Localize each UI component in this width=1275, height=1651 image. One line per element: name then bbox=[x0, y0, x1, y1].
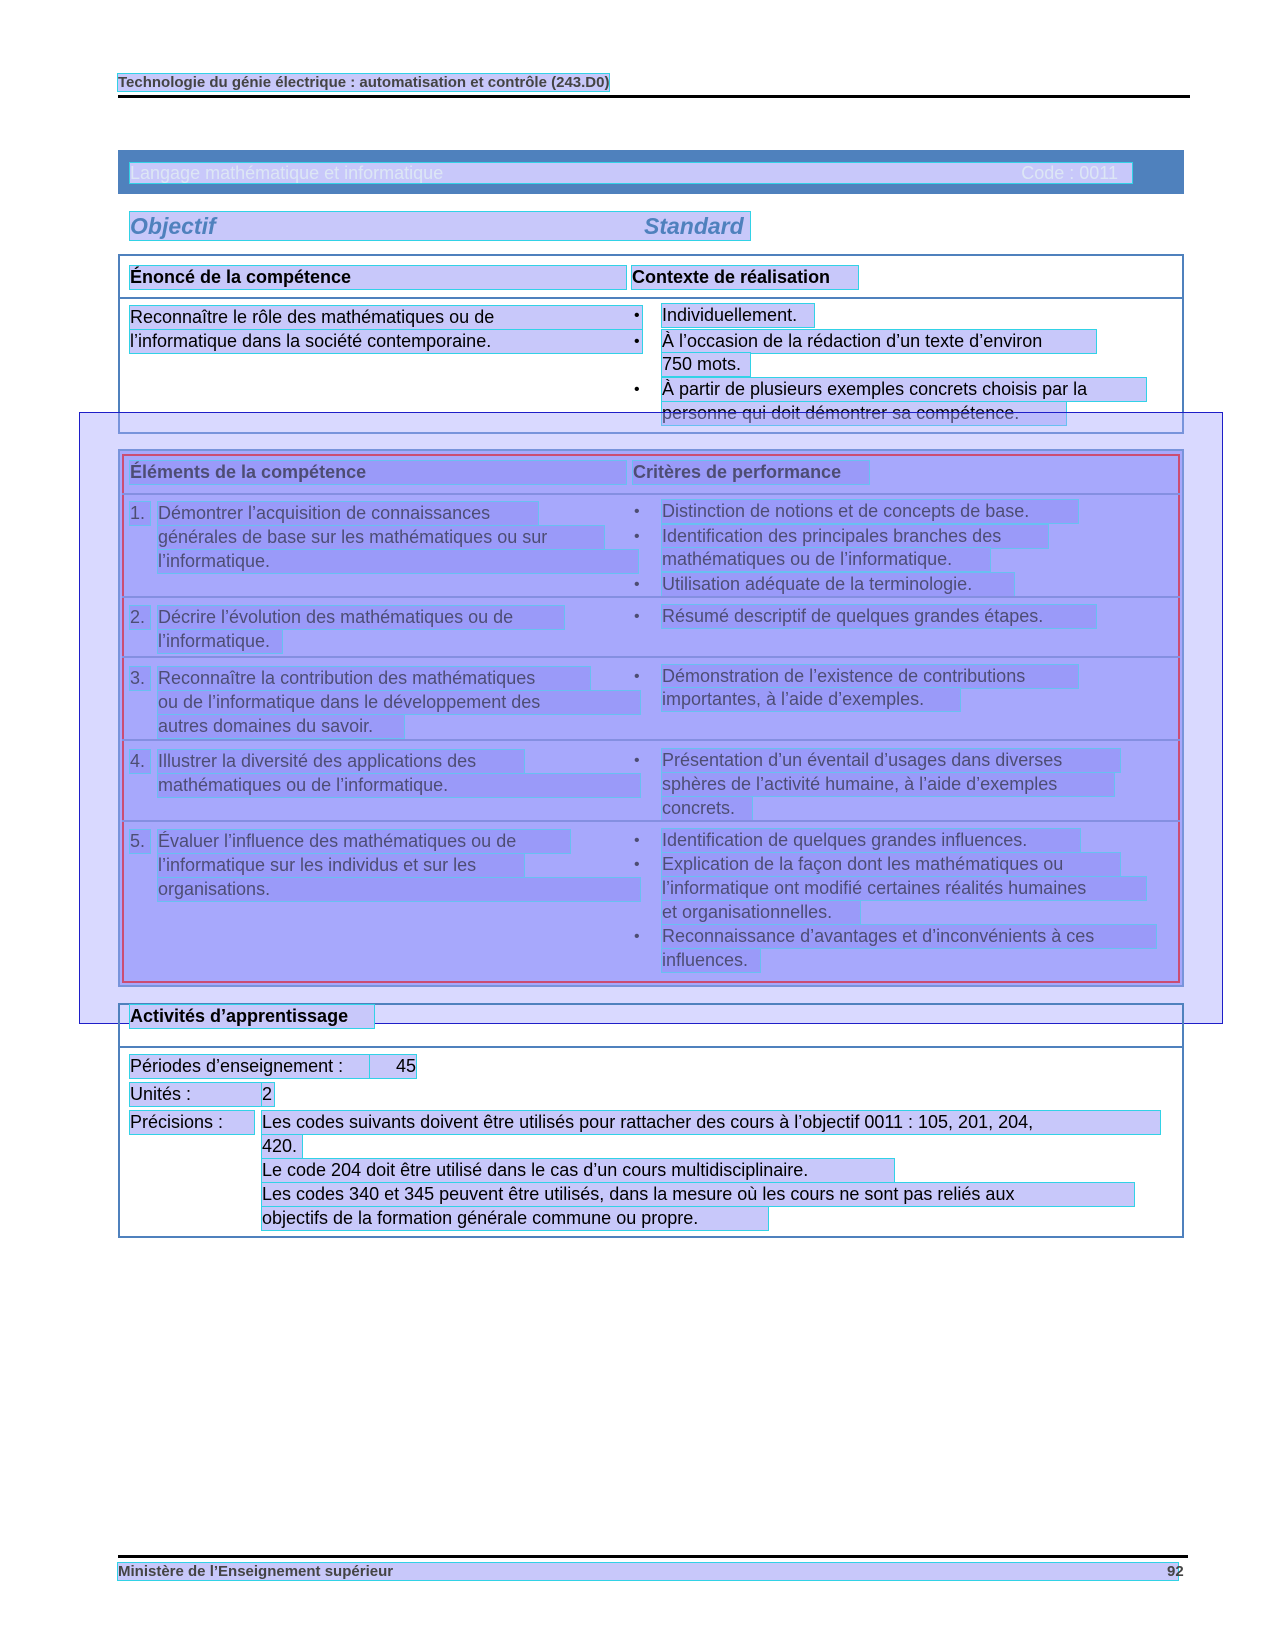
element-line: l’informatique. bbox=[158, 630, 282, 653]
element-line: Démontrer l’acquisition de connaissances bbox=[158, 502, 538, 525]
critere-line: Présentation d’un éventail d’usages dans diverses bbox=[662, 749, 1120, 772]
element-line: ou de l’informatique dans le développement des bbox=[158, 691, 640, 714]
element-line: l’informatique sur les individus et sur les bbox=[158, 854, 524, 877]
bullet-icon: • bbox=[634, 333, 640, 350]
element-number: 3. bbox=[130, 667, 150, 690]
precisions-line: Le code 204 doit être utilisé dans le cas d’un cours multidisciplinaire. bbox=[262, 1159, 894, 1182]
element-number: 5. bbox=[130, 830, 150, 853]
box3-header-rule bbox=[118, 1046, 1184, 1048]
elements-header: Éléments de la compétence bbox=[130, 461, 626, 484]
critere-line: sphères de l’activité humaine, à l’aide d’exemples bbox=[662, 773, 1114, 796]
footer-rule bbox=[118, 1555, 1188, 1558]
precisions-line: objectifs de la formation générale commune ou propre. bbox=[262, 1207, 768, 1230]
bullet-icon: • bbox=[634, 832, 640, 849]
bullet-icon: • bbox=[634, 503, 640, 520]
element-line: Reconnaître la contribution des mathématiques bbox=[158, 667, 590, 690]
contexte-line: Individuellement. bbox=[662, 304, 814, 327]
enonce-line: Reconnaître le rôle des mathématiques ou de bbox=[130, 306, 642, 329]
activites-header: Activités d’apprentissage bbox=[130, 1005, 374, 1028]
element-number: 1. bbox=[130, 502, 150, 525]
critere-line: Démonstration de l’existence de contributions bbox=[662, 665, 1078, 688]
document-header: Technologie du génie électrique : automatisation et contrôle (243.D0) bbox=[118, 74, 610, 91]
critere-line: et organisationnelles. bbox=[662, 901, 860, 924]
critere-line: influences. bbox=[662, 949, 760, 972]
precisions-line: Les codes 340 et 345 peuvent être utilisés, dans la mesure où les cours ne sont pas reliés aux bbox=[262, 1183, 1134, 1206]
unites-value: 2 bbox=[262, 1084, 273, 1104]
footer-page-number: 92 bbox=[1167, 1563, 1184, 1580]
element-line: l’informatique. bbox=[158, 550, 638, 573]
element-number: 4. bbox=[130, 750, 150, 773]
element-line: Illustrer la diversité des applications des bbox=[158, 750, 524, 773]
element-line: générales de base sur les mathématiques ou sur bbox=[158, 526, 604, 549]
element-line: Décrire l’évolution des mathématiques ou de bbox=[158, 606, 564, 629]
bullet-icon: • bbox=[634, 307, 640, 324]
bullet-icon: • bbox=[634, 608, 640, 625]
critere-line: Utilisation adéquate de la terminologie. bbox=[662, 573, 1014, 596]
element-line: Évaluer l’influence des mathématiques ou de bbox=[158, 830, 570, 853]
standard-label: Standard bbox=[644, 213, 744, 239]
course-title: Langage mathématique et informatique bbox=[130, 163, 444, 183]
footer-ministry: Ministère de l’Enseignement supérieur bbox=[118, 1563, 1178, 1580]
bullet-icon: • bbox=[634, 752, 640, 769]
header-rule bbox=[118, 95, 1190, 98]
critere-line: Reconnaissance d’avantages et d’inconvénients à ces bbox=[662, 925, 1156, 948]
bullet-icon: • bbox=[634, 928, 640, 945]
precisions-line: 420. bbox=[262, 1135, 302, 1158]
contexte-line: À partir de plusieurs exemples concrets choisis par la bbox=[662, 378, 1146, 401]
precisions-line: Les codes suivants doivent être utilisés pour rattacher des cours à l’objectif 0011 : 105, 201, 204, bbox=[262, 1111, 1160, 1134]
critere-line: Identification de quelques grandes influences. bbox=[662, 829, 1080, 852]
critere-line: Distinction de notions et de concepts de base. bbox=[662, 500, 1078, 523]
element-line: autres domaines du savoir. bbox=[158, 715, 404, 738]
critere-line: importantes, à l’aide d’exemples. bbox=[662, 688, 960, 711]
criteres-header: Critères de performance bbox=[633, 461, 869, 484]
bullet-icon: • bbox=[634, 856, 640, 873]
box1-header-rule bbox=[118, 297, 1184, 299]
element-line: mathématiques ou de l’informatique. bbox=[158, 774, 640, 797]
bullet-icon: • bbox=[634, 528, 640, 545]
selection-overlay bbox=[79, 412, 1223, 1024]
bullet-icon: • bbox=[634, 381, 640, 398]
contexte-header: Contexte de réalisation bbox=[632, 266, 858, 289]
periodes-value: 45 bbox=[370, 1055, 416, 1078]
critere-line: Résumé descriptif de quelques grandes étapes. bbox=[662, 605, 1096, 628]
enonce-header: Énoncé de la compétence bbox=[130, 266, 626, 289]
critere-line: concrets. bbox=[662, 797, 752, 820]
bullet-icon: • bbox=[634, 668, 640, 685]
critere-line: Identification des principales branches des bbox=[662, 525, 1048, 548]
critere-line: l’informatique ont modifié certaines réalités humaines bbox=[662, 877, 1146, 900]
precisions-label: Précisions : bbox=[130, 1111, 254, 1134]
course-title-line bbox=[130, 163, 1132, 183]
critere-line: mathématiques ou de l’informatique. bbox=[662, 548, 990, 571]
contexte-line: personne qui doit démontrer sa compétence. bbox=[662, 402, 1066, 425]
element-line: organisations. bbox=[158, 878, 640, 901]
objectif-standard-labels bbox=[130, 212, 750, 240]
bullet-icon: • bbox=[634, 576, 640, 593]
enonce-line: l’informatique dans la société contemporaine. bbox=[130, 330, 642, 353]
objectif-label: Objectif bbox=[130, 213, 216, 239]
unites-label: Unités : bbox=[130, 1083, 270, 1106]
contexte-line: À l’occasion de la rédaction d’un texte d’environ bbox=[662, 330, 1096, 353]
course-code: Code : 0011 bbox=[1021, 163, 1118, 183]
contexte-line: 750 mots. bbox=[662, 353, 750, 376]
element-number: 2. bbox=[130, 606, 150, 629]
critere-line: Explication de la façon dont les mathématiques ou bbox=[662, 853, 1120, 876]
periodes-label: Périodes d’enseignement : bbox=[130, 1055, 370, 1078]
